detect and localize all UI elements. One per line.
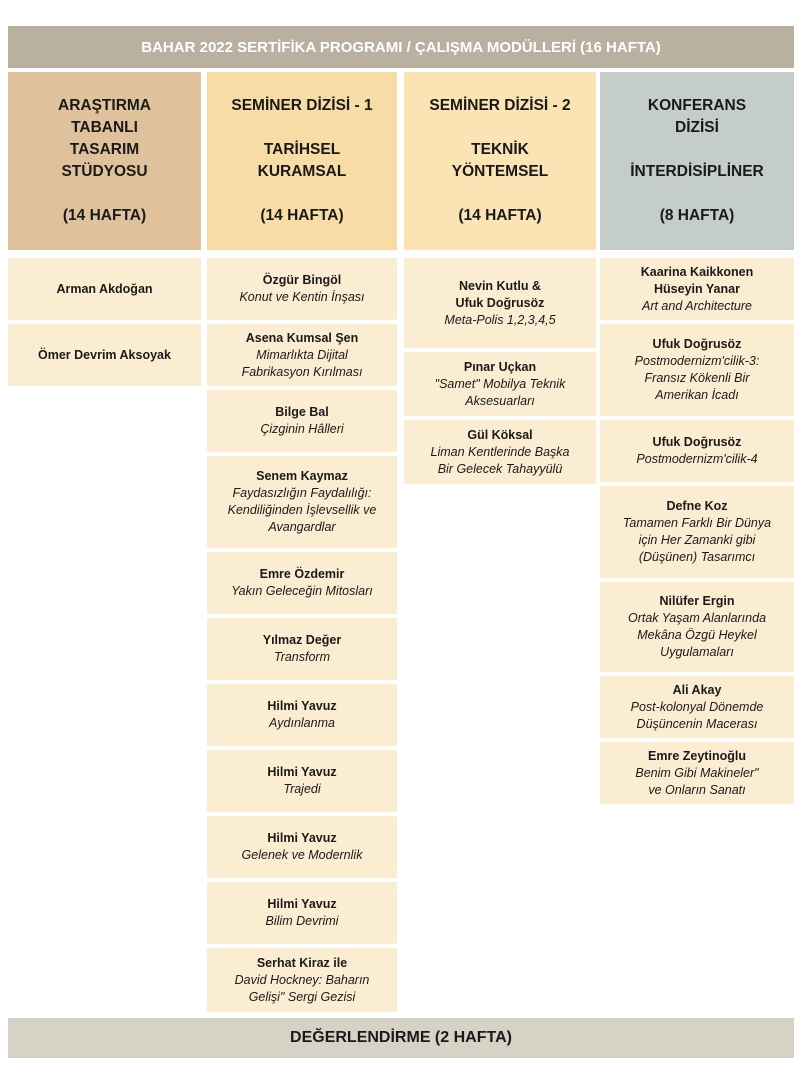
heading-line: KONFERANS bbox=[647, 97, 747, 114]
column-heading bbox=[600, 72, 794, 250]
column-heading bbox=[207, 72, 397, 250]
column-duration: (14 HAFTA) bbox=[260, 207, 344, 224]
heading-line: SEMİNER DİZİSİ - 2 bbox=[429, 97, 571, 114]
module-title: Mimarlıkta Dijital Fabrikasyon Kırılması bbox=[241, 347, 363, 379]
module-card bbox=[207, 684, 397, 746]
lecturer-name: Defne Koz bbox=[666, 499, 728, 513]
module-title: Meta-Polis 1,2,3,4,5 bbox=[444, 312, 556, 327]
module-card bbox=[8, 258, 201, 320]
module-card bbox=[600, 486, 794, 578]
module-card bbox=[207, 258, 397, 320]
heading-line: TASARIM bbox=[69, 141, 140, 158]
lecturer-name: Ali Akay bbox=[672, 682, 722, 697]
module-card bbox=[600, 742, 794, 804]
evaluation-footer: DEĞERLENDİRME (2 HAFTA) bbox=[8, 1018, 794, 1058]
lecturer-name: Yılmaz Değer bbox=[262, 633, 342, 647]
column-duration: (14 HAFTA) bbox=[458, 207, 542, 224]
module-card bbox=[207, 390, 397, 452]
heading-line: TABANLI bbox=[71, 119, 138, 136]
lecturer-name: Ömer Devrim Aksoyak bbox=[38, 347, 171, 362]
module-card bbox=[404, 420, 596, 484]
lecturer-name: Kaarina Kaikkonen Hüseyin Yanar bbox=[640, 264, 754, 296]
module-card bbox=[207, 456, 397, 548]
lecturer-name: Asena Kumsal Şen bbox=[245, 330, 359, 345]
module-title: Yakın Geleceğin Mitosları bbox=[231, 584, 373, 598]
heading-line: ARAŞTIRMA bbox=[58, 97, 151, 114]
module-title: Trajedi bbox=[283, 782, 321, 796]
module-card bbox=[207, 948, 397, 1012]
module-card bbox=[207, 816, 397, 878]
module-card bbox=[207, 552, 397, 614]
module-title: Ortak Yaşam Alanlarında Mekâna Özgü Heykel Uygulamaları bbox=[627, 611, 767, 659]
lecturer-name: Bilge Bal bbox=[275, 405, 329, 419]
lecturer-name: Gül Köksal bbox=[467, 427, 533, 442]
lecturer-name: Pınar Uçkan bbox=[463, 359, 537, 374]
heading-line: KURAMSAL bbox=[257, 163, 347, 180]
module-card bbox=[207, 882, 397, 944]
module-title: Art and Architecture bbox=[641, 298, 752, 313]
module-title: Liman Kentlerinde Başka Bir Gelecek Tahayyülü bbox=[430, 444, 570, 476]
module-title: Bilim Devrimi bbox=[265, 914, 339, 928]
module-card bbox=[8, 324, 201, 386]
module-title: Postmodernizm'cilik-3: Fransız Kökenli Bir Amerikan İcadı bbox=[634, 354, 760, 402]
module-card bbox=[404, 258, 596, 348]
lecturer-name: Nevin Kutlu & Ufuk Doğrusöz bbox=[455, 278, 545, 310]
program-header: BAHAR 2022 SERTİFİKA PROGRAMI / ÇALIŞMA MODÜLLERİ (16 HAFTA) bbox=[8, 26, 794, 68]
column-duration: (8 HAFTA) bbox=[659, 207, 735, 224]
module-title: Postmodernizm'cilik-4 bbox=[636, 452, 758, 466]
heading-line: SEMİNER DİZİSİ - 1 bbox=[231, 97, 373, 114]
heading-line: DİZİSİ bbox=[675, 119, 719, 136]
module-title: Post-kolonyal Dönemde Düşüncenin Macerası bbox=[630, 699, 764, 731]
lecturer-name: Hilmi Yavuz bbox=[267, 897, 337, 911]
lecturer-name: Hilmi Yavuz bbox=[267, 765, 337, 779]
heading-line: TEKNİK bbox=[471, 141, 529, 158]
heading-line: TARİHSEL bbox=[263, 141, 341, 158]
lecturer-name: Senem Kaymaz bbox=[256, 469, 348, 483]
column-heading bbox=[8, 72, 201, 250]
column-duration: (14 HAFTA) bbox=[62, 207, 147, 224]
module-card bbox=[207, 324, 397, 386]
lecturer-name: Ufuk Doğrusöz bbox=[652, 435, 742, 449]
lecturer-name: Emre Zeytinoğlu bbox=[648, 748, 746, 763]
module-card bbox=[600, 324, 794, 416]
module-card bbox=[207, 750, 397, 812]
module-title: Çizginin Hâlleri bbox=[260, 422, 344, 436]
lecturer-name: Serhat Kiraz ile bbox=[256, 955, 348, 970]
heading-line: YÖNTEMSEL bbox=[451, 163, 549, 180]
module-card bbox=[404, 352, 596, 416]
module-card bbox=[600, 582, 794, 672]
lecturer-name: Özgür Bingöl bbox=[262, 273, 342, 287]
module-title: David Hockney: Baharın Gelişi" Sergi Gezisi bbox=[234, 972, 370, 1004]
module-title: "Samet" Mobilya Teknik Aksesuarları bbox=[434, 376, 566, 408]
heading-line: STÜDYOSU bbox=[61, 163, 148, 180]
lecturer-name: Ufuk Doğrusöz bbox=[652, 337, 742, 351]
module-title: Konut ve Kentin İnşası bbox=[239, 290, 365, 304]
lecturer-name: Arman Akdoğan bbox=[56, 281, 153, 296]
lecturer-name: Nilüfer Ergin bbox=[659, 594, 735, 608]
lecturer-name: Hilmi Yavuz bbox=[267, 699, 337, 713]
module-card bbox=[600, 258, 794, 320]
module-title: Benim Gibi Makineler" ve Onların Sanatı bbox=[635, 765, 759, 797]
module-title: Transform bbox=[273, 650, 331, 664]
module-title: Tamamen Farklı Bir Dünya için Her Zamanki gibi (Düşünen) Tasarımcı bbox=[622, 516, 772, 564]
module-title: Aydınlanma bbox=[269, 716, 335, 730]
column-heading bbox=[404, 72, 596, 250]
module-card bbox=[600, 420, 794, 482]
lecturer-name: Hilmi Yavuz bbox=[267, 831, 337, 845]
module-card bbox=[600, 676, 794, 738]
module-title: Faydasızlığın Faydalılığı: Kendiliğinden İşlevsellik ve Avangardlar bbox=[227, 486, 377, 534]
module-title: Gelenek ve Modernlik bbox=[241, 848, 363, 862]
module-card bbox=[207, 618, 397, 680]
heading-line: İNTERDİSİPLİNER bbox=[630, 163, 764, 180]
lecturer-name: Emre Özdemir bbox=[259, 567, 345, 581]
